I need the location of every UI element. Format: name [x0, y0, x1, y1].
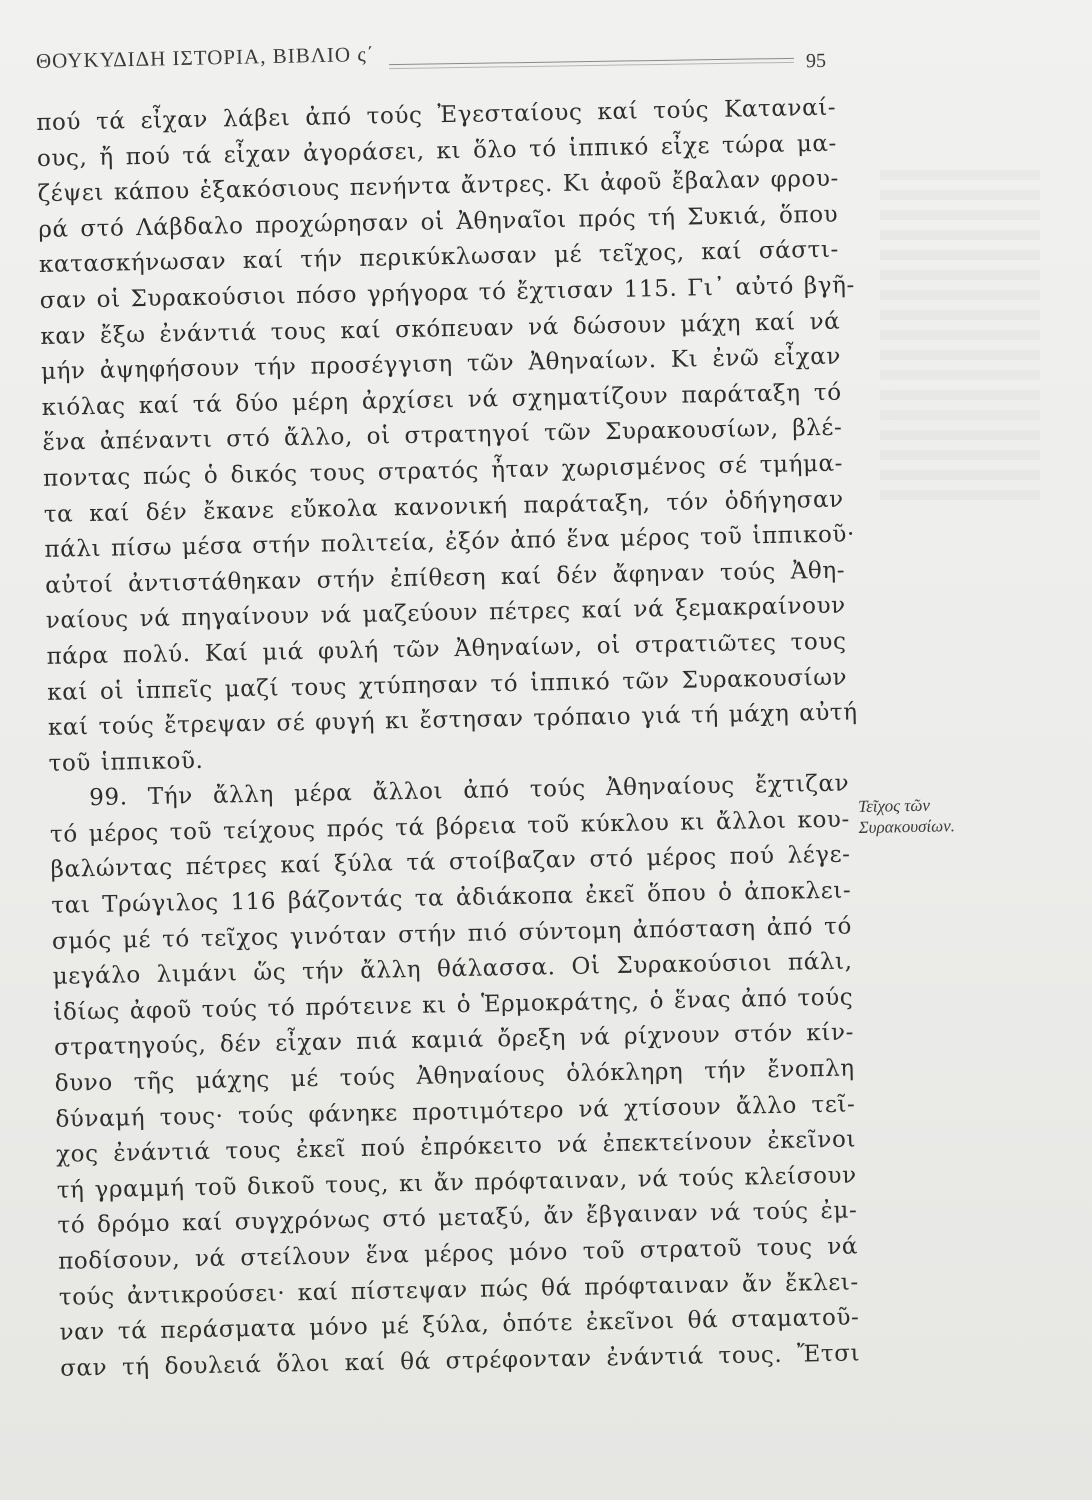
- margin-note-line: Συρακουσίων.: [858, 816, 956, 837]
- text-line: τό μέρος τοῦ τείχους πρός τά βόρεια τοῦ κύκλου κι ἄλλοι κου-: [49, 806, 851, 848]
- text-line: ους, ἤ πού τά εἶχαν ἀγοράσει, κι ὅλο τό ἱππικό εἶχε τώρα μα-: [36, 130, 838, 172]
- margin-note-line: Τεῖχος τῶν: [858, 795, 931, 816]
- text-line: τό δρόμο καί συγχρόνως στό μεταξύ, ἄν ἔβγαιναν νά τούς ἐμ-: [57, 1197, 858, 1240]
- text-line: μεγάλο λιμάνι ὥς τήν ἄλλη θάλασσα. Οἱ Συρακούσιοι πάλι,: [52, 948, 853, 991]
- text-line: πού τά εἶχαν λάβει ἀπό τούς Ἐγεσταίους καί τούς Καταναί-: [36, 94, 837, 136]
- text-line: ἕνα ἀπέναντι στό ἄλλο, οἱ στρατηγοί τῶν Συρακουσίων, βλέ-: [42, 414, 843, 457]
- text-line: καν ἔξω ἐνάντιά τους καί σκόπευαν νά δώσουν μάχη καί νά: [40, 308, 841, 350]
- text-line: ζέψει κάπου ἑξακόσιους πενήντα ἄντρες. Κι ἀφοῦ ἔβαλαν φρου-: [37, 165, 840, 208]
- running-title: ΘΟΥΚΥΔΙΔΗ ΙΣΤΟΡΙΑ, ΒΙΒΛΙΟ ς΄: [35, 41, 375, 73]
- body-text: [36, 91, 860, 1387]
- paragraph-start-line: 99. Τήν ἄλλη μέρα ἄλλοι ἀπό τούς Ἀθηναίους ἔχτιζαν: [89, 770, 850, 812]
- text-line: ται Τρώγιλος 116 βάζοντάς τα ἀδιάκοπα ἐκεῖ ὅπου ὁ ἀποκλει-: [51, 877, 852, 919]
- text-line: κατασκήνωσαν καί τήν περικύκλωσαν μέ τεῖχος, καί σάστι-: [38, 236, 840, 279]
- text-line: καί οἱ ἱππεῖς μαζί τους χτύπησαν τό ἱππικό τῶν Συρακουσίων: [47, 664, 848, 706]
- text-line: κιόλας καί τά δύο μέρη ἀρχίσει νά σχηματίζουν παράταξη τό: [41, 379, 842, 421]
- text-line: τή γραμμή τοῦ δικοῦ τους, κι ἄν πρόφταιναν, νά τούς κλείσουν: [56, 1162, 857, 1204]
- running-head: [35, 41, 827, 76]
- text-line: αὐτοί ἀντιστάθηκαν στήν ἐπίθεση καί δέν ἄφηναν τούς Ἀθη-: [44, 557, 846, 599]
- text-line: χος ἐνάντιά τους ἐκεῖ πού ἐπρόκειτο νά ἐπεκτείνουν ἐκεῖνοι: [55, 1126, 857, 1169]
- text-line: καί τούς ἔτρεψαν σέ φυγή κι ἔστησαν τρόπαιο γιά τή μάχη αὐτή: [47, 699, 858, 741]
- text-line: πάρα πολύ. Καί μιά φυλή τῶν Ἀθηναίων, οἱ στρατιῶτες τους: [46, 628, 847, 670]
- text-line: ποντας πώς ὁ δικός τους στρατός ἦταν χωρισμένος σέ τμήμα-: [42, 450, 844, 492]
- bleed-through-shadow: [880, 170, 1040, 500]
- page-number: 95: [805, 49, 827, 72]
- text-line: πάλι πίσω μέσα στήν πολιτεία, ἐξόν ἀπό ἕνα μέρος τοῦ ἱππικοῦ·: [44, 521, 856, 564]
- header-rule: [389, 57, 794, 68]
- text-line: σαν οἱ Συρακούσιοι πόσο γρήγορα τό ἔχτισαν 115. Γι᾿ αὐτό βγῆ-: [39, 272, 856, 314]
- margin-note: [858, 792, 1059, 838]
- text-line: τα καί δέν ἔκανε εὔκολα κανονική παράταξη, τόν ὁδήγησαν: [43, 486, 844, 528]
- text-line: ρά στό Λάβδαλο προχώρησαν οἱ Ἀθηναῖοι πρός τή Συκιά, ὅπου: [38, 201, 839, 243]
- text-line: δύναμή τους· τούς φάνηκε προτιμότερο νά χτίσουν ἄλλο τεῖ-: [55, 1091, 856, 1133]
- text-line: τούς ἀντικρούσει· καί πίστεψαν πώς θά πρόφταιναν ἄν ἔκλει-: [58, 1269, 859, 1311]
- text-line: στρατηγούς, δέν εἶχαν πιά καμιά ὄρεξη νά ρίχνουν στόν κίν-: [53, 1019, 855, 1062]
- text-line: ἰδίως ἀφοῦ τούς τό πρότεινε κι ὁ Ἑρμοκράτης, ὁ ἕνας ἀπό τούς: [53, 984, 854, 1026]
- text-line: σμός μέ τό τεῖχος γινόταν στήν πιό σύντομη ἀπόσταση ἀπό τό: [51, 913, 853, 955]
- text-line: βαλώντας πέτρες καί ξύλα τά στοίβαζαν στό μέρος πού λέγε-: [50, 841, 851, 884]
- text-line: δυνο τῆς μάχης μέ τούς Ἀθηναίους ὁλόκληρη τήν ἔνοπλη: [54, 1055, 855, 1097]
- text-line: ποδίσουν, νά στείλουν ἕνα μέρος μόνο τοῦ στρατοῦ τους νά: [57, 1233, 859, 1275]
- text-line: σαν τή δουλειά ὅλοι καί θά στρέφονταν ἐνάντιά τους. Ἔτσι: [59, 1340, 861, 1382]
- text-line: ναίους νά πηγαίνουν νά μαζεύουν πέτρες καί νά ξεμακραίνουν: [45, 592, 846, 635]
- text-line: τοῦ ἱππικοῦ.: [48, 747, 204, 777]
- text-line: ναν τά περάσματα μόνο μέ ξύλα, ὁπότε ἐκεῖνοι θά σταματοῦ-: [59, 1304, 860, 1346]
- text-line: μήν ἀψηφήσουν τήν προσέγγιση τῶν Ἀθηναίων. Κι ἐνῶ εἶχαν: [40, 343, 842, 386]
